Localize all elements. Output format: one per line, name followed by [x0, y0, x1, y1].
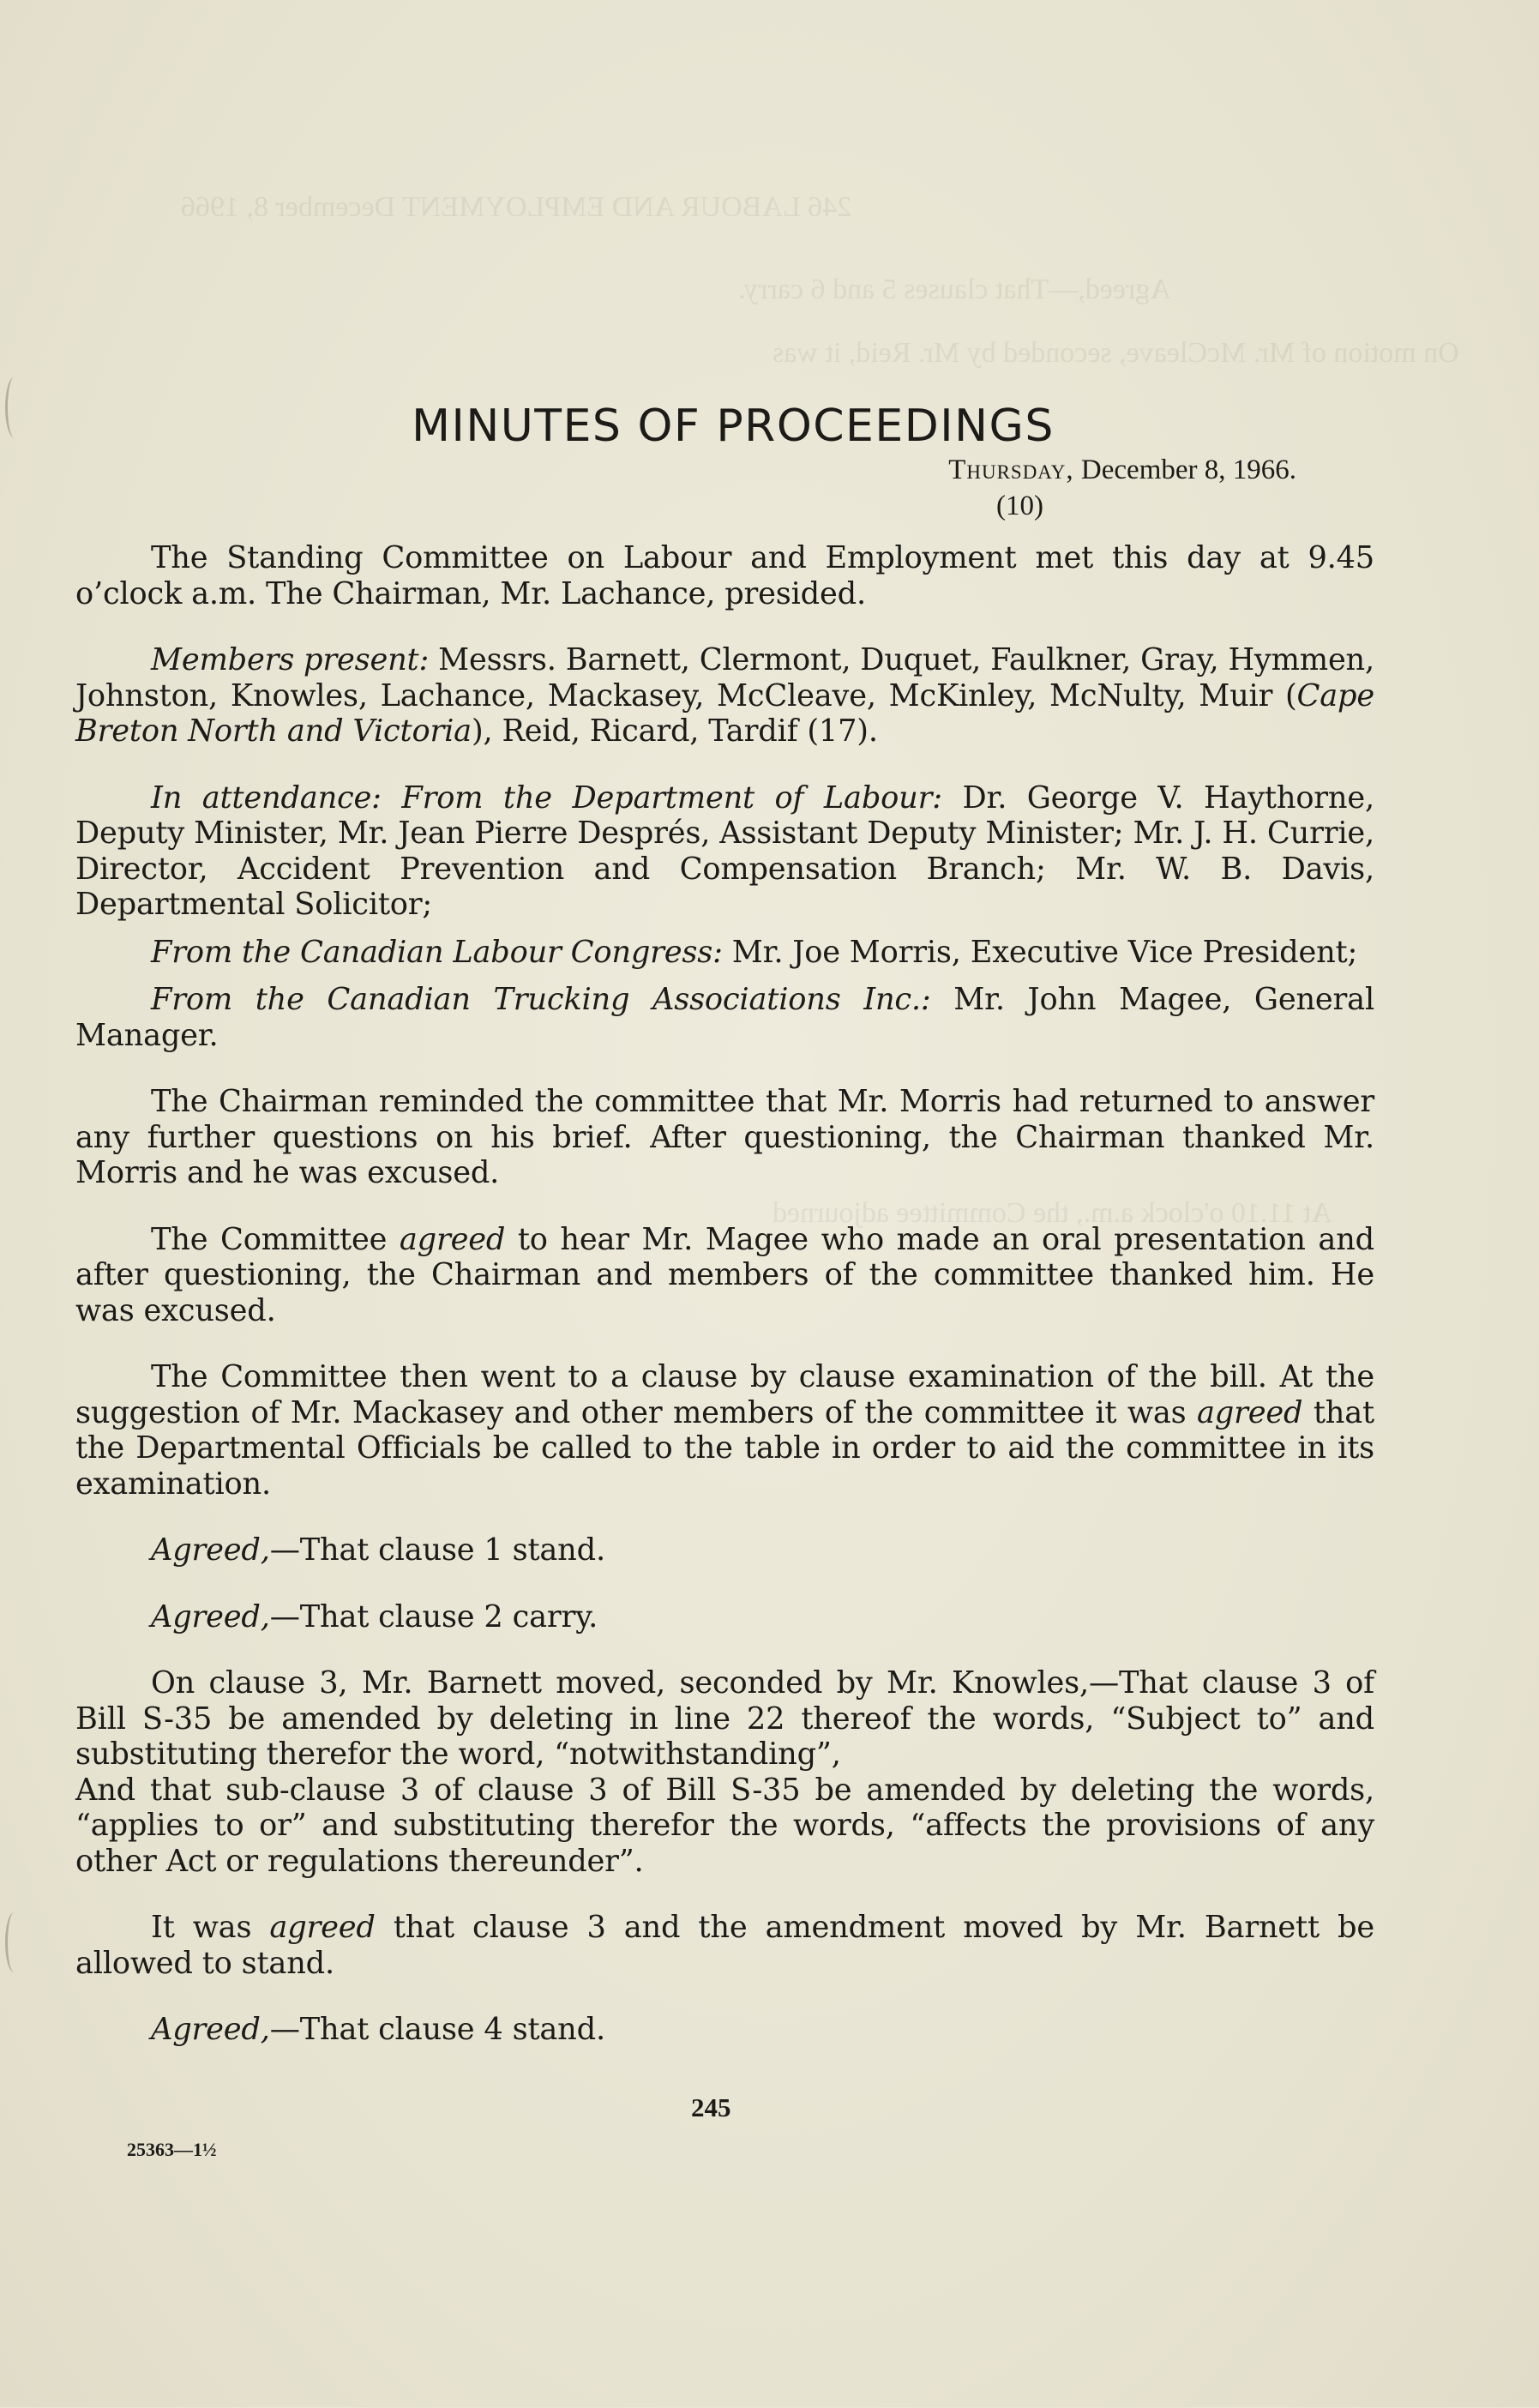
sub-clause-amendment-paragraph: And that sub-clause 3 of clause 3 of Bill S-35 be amended by deleting the words, “applies to or” and substituting therefor the words, “affects the provisions of any other Act or regulations thereunder”.: [75, 1772, 1374, 1879]
clause-4-agreed: Agreed,: [151, 2012, 270, 2047]
members-present-label: Members present:: [151, 642, 430, 677]
clause-exam-text-b: that the Departmental Officials be called to the table in order to aid the committee in its examination.: [75, 1394, 1374, 1502]
magee-paragraph: [75, 1222, 1374, 1329]
minutes-body: [75, 540, 1374, 2048]
attendance-cta-paragraph: [75, 982, 1374, 1053]
attendance-cta-text: Mr. John Magee, General Manager.: [75, 982, 1375, 1053]
clause-3-motion-paragraph: On clause 3, Mr. Barnett moved, seconded by Mr. Knowles,—That clause 3 of Bill S-35 be amended by deleting in line 22 thereof the words, “Subject to” and substituting therefor the word, “notwithstanding”,: [75, 1665, 1374, 1772]
meeting-date-rest: December 8, 1966.: [1080, 455, 1296, 485]
binding-mark-bottom: [5, 1912, 23, 1972]
members-list: Messrs. Barnett, Clermont, Duquet, Faulkner, Gray, Hymmen, Johnston, Knowles, Lachance, Mackasey, McCleave, McKinley, McNulty, Muir (: [75, 642, 1375, 713]
clause-1-paragraph: [75, 1532, 1374, 1568]
attendance-clc-label: From the Canadian Labour Congress:: [151, 934, 723, 970]
riding-name: Cape Breton North and Victoria: [75, 677, 1374, 749]
page-number: 245: [691, 2092, 731, 2122]
clause-3-stand-text-b: that clause 3 and the amendment moved by Mr. Barnett be allowed to stand.: [75, 1910, 1374, 1981]
clause-exam-agreed: agreed: [1197, 1394, 1303, 1430]
attendance-labour-label: In attendance: From the Department of Labour:: [151, 780, 942, 816]
magee-agreed: agreed: [399, 1221, 506, 1257]
attendance-labour-text: Dr. George V. Haythorne, Deputy Minister, Mr. Jean Pierre Després, Assistant Deputy Minister; Mr. J. H. Currie, Director, Accident Prevention and Compensation Branch; Mr. W. B. Davis, Departmental Solicitor;: [75, 780, 1375, 922]
attendance-cta-label: From the Canadian Trucking Associations Inc.:: [151, 982, 931, 1017]
clause-3-stand-paragraph: [75, 1910, 1374, 1981]
clause-1-text: —That clause 1 stand.: [269, 1532, 605, 1568]
sitting-number: (10): [996, 491, 1043, 521]
clause-2-agreed: Agreed,: [151, 1598, 270, 1634]
attendance-clc-text: Mr. Joe Morris, Executive Vice President;: [722, 934, 1358, 970]
members-present-paragraph: [75, 642, 1374, 749]
show-through-text: 246 LABOUR AND EMPLOYMENT December 8, 1966 Agreed,—That clauses 5 and 6 carry. On motion of Mr. McCleave, seconded by Mr. Reid, it was At 11.10 o'clock a.m., the Committee adjourned: [181, 191, 1459, 1229]
clause-exam-text-a: The Committee then went to a clause by clause examination of the bill. At the suggestion of Mr. Mackasey and other members of the committee it was: [75, 1359, 1374, 1430]
magee-text-a: The Committee: [151, 1221, 400, 1257]
clause-2-paragraph: [75, 1599, 1374, 1635]
morris-paragraph: The Chairman reminded the committee that Mr. Morris had returned to answer any further questions on his brief. After questioning, the Chairman thanked Mr. Morris and he was excused.: [75, 1084, 1374, 1190]
attendance-labour-paragraph: [75, 780, 1374, 923]
clause-examination-paragraph: [75, 1359, 1374, 1502]
attendance-clc-paragraph: [75, 935, 1374, 971]
members-list-end: ), Reid, Ricard, Tardif (17).: [471, 713, 878, 749]
magee-text-b: to hear Mr. Magee who made an oral presentation and after questioning, the Chairman and members of the committee thanked him. He was excused.: [75, 1221, 1374, 1328]
clause-4-text: —That clause 4 stand.: [269, 2012, 605, 2047]
clause-3-stand-text-a: It was: [151, 1910, 270, 1945]
meeting-weekday: Thursday,: [948, 455, 1074, 485]
clause-2-text: —That clause 2 carry.: [269, 1598, 598, 1634]
page-title: MINUTES OF PROCEEDINGS: [412, 400, 1055, 452]
clause-3-agreed: agreed: [269, 1910, 376, 1945]
clause-4-paragraph: [75, 2012, 1374, 2048]
printer-signature-code: 25363—1½: [127, 2139, 217, 2160]
meeting-date: [948, 455, 1296, 486]
opening-paragraph: The Standing Committee on Labour and Employment met this day at 9.45 o’clock a.m. The Chairman, Mr. Lachance, presided.: [75, 540, 1374, 611]
clause-1-agreed: Agreed,: [151, 1532, 270, 1568]
